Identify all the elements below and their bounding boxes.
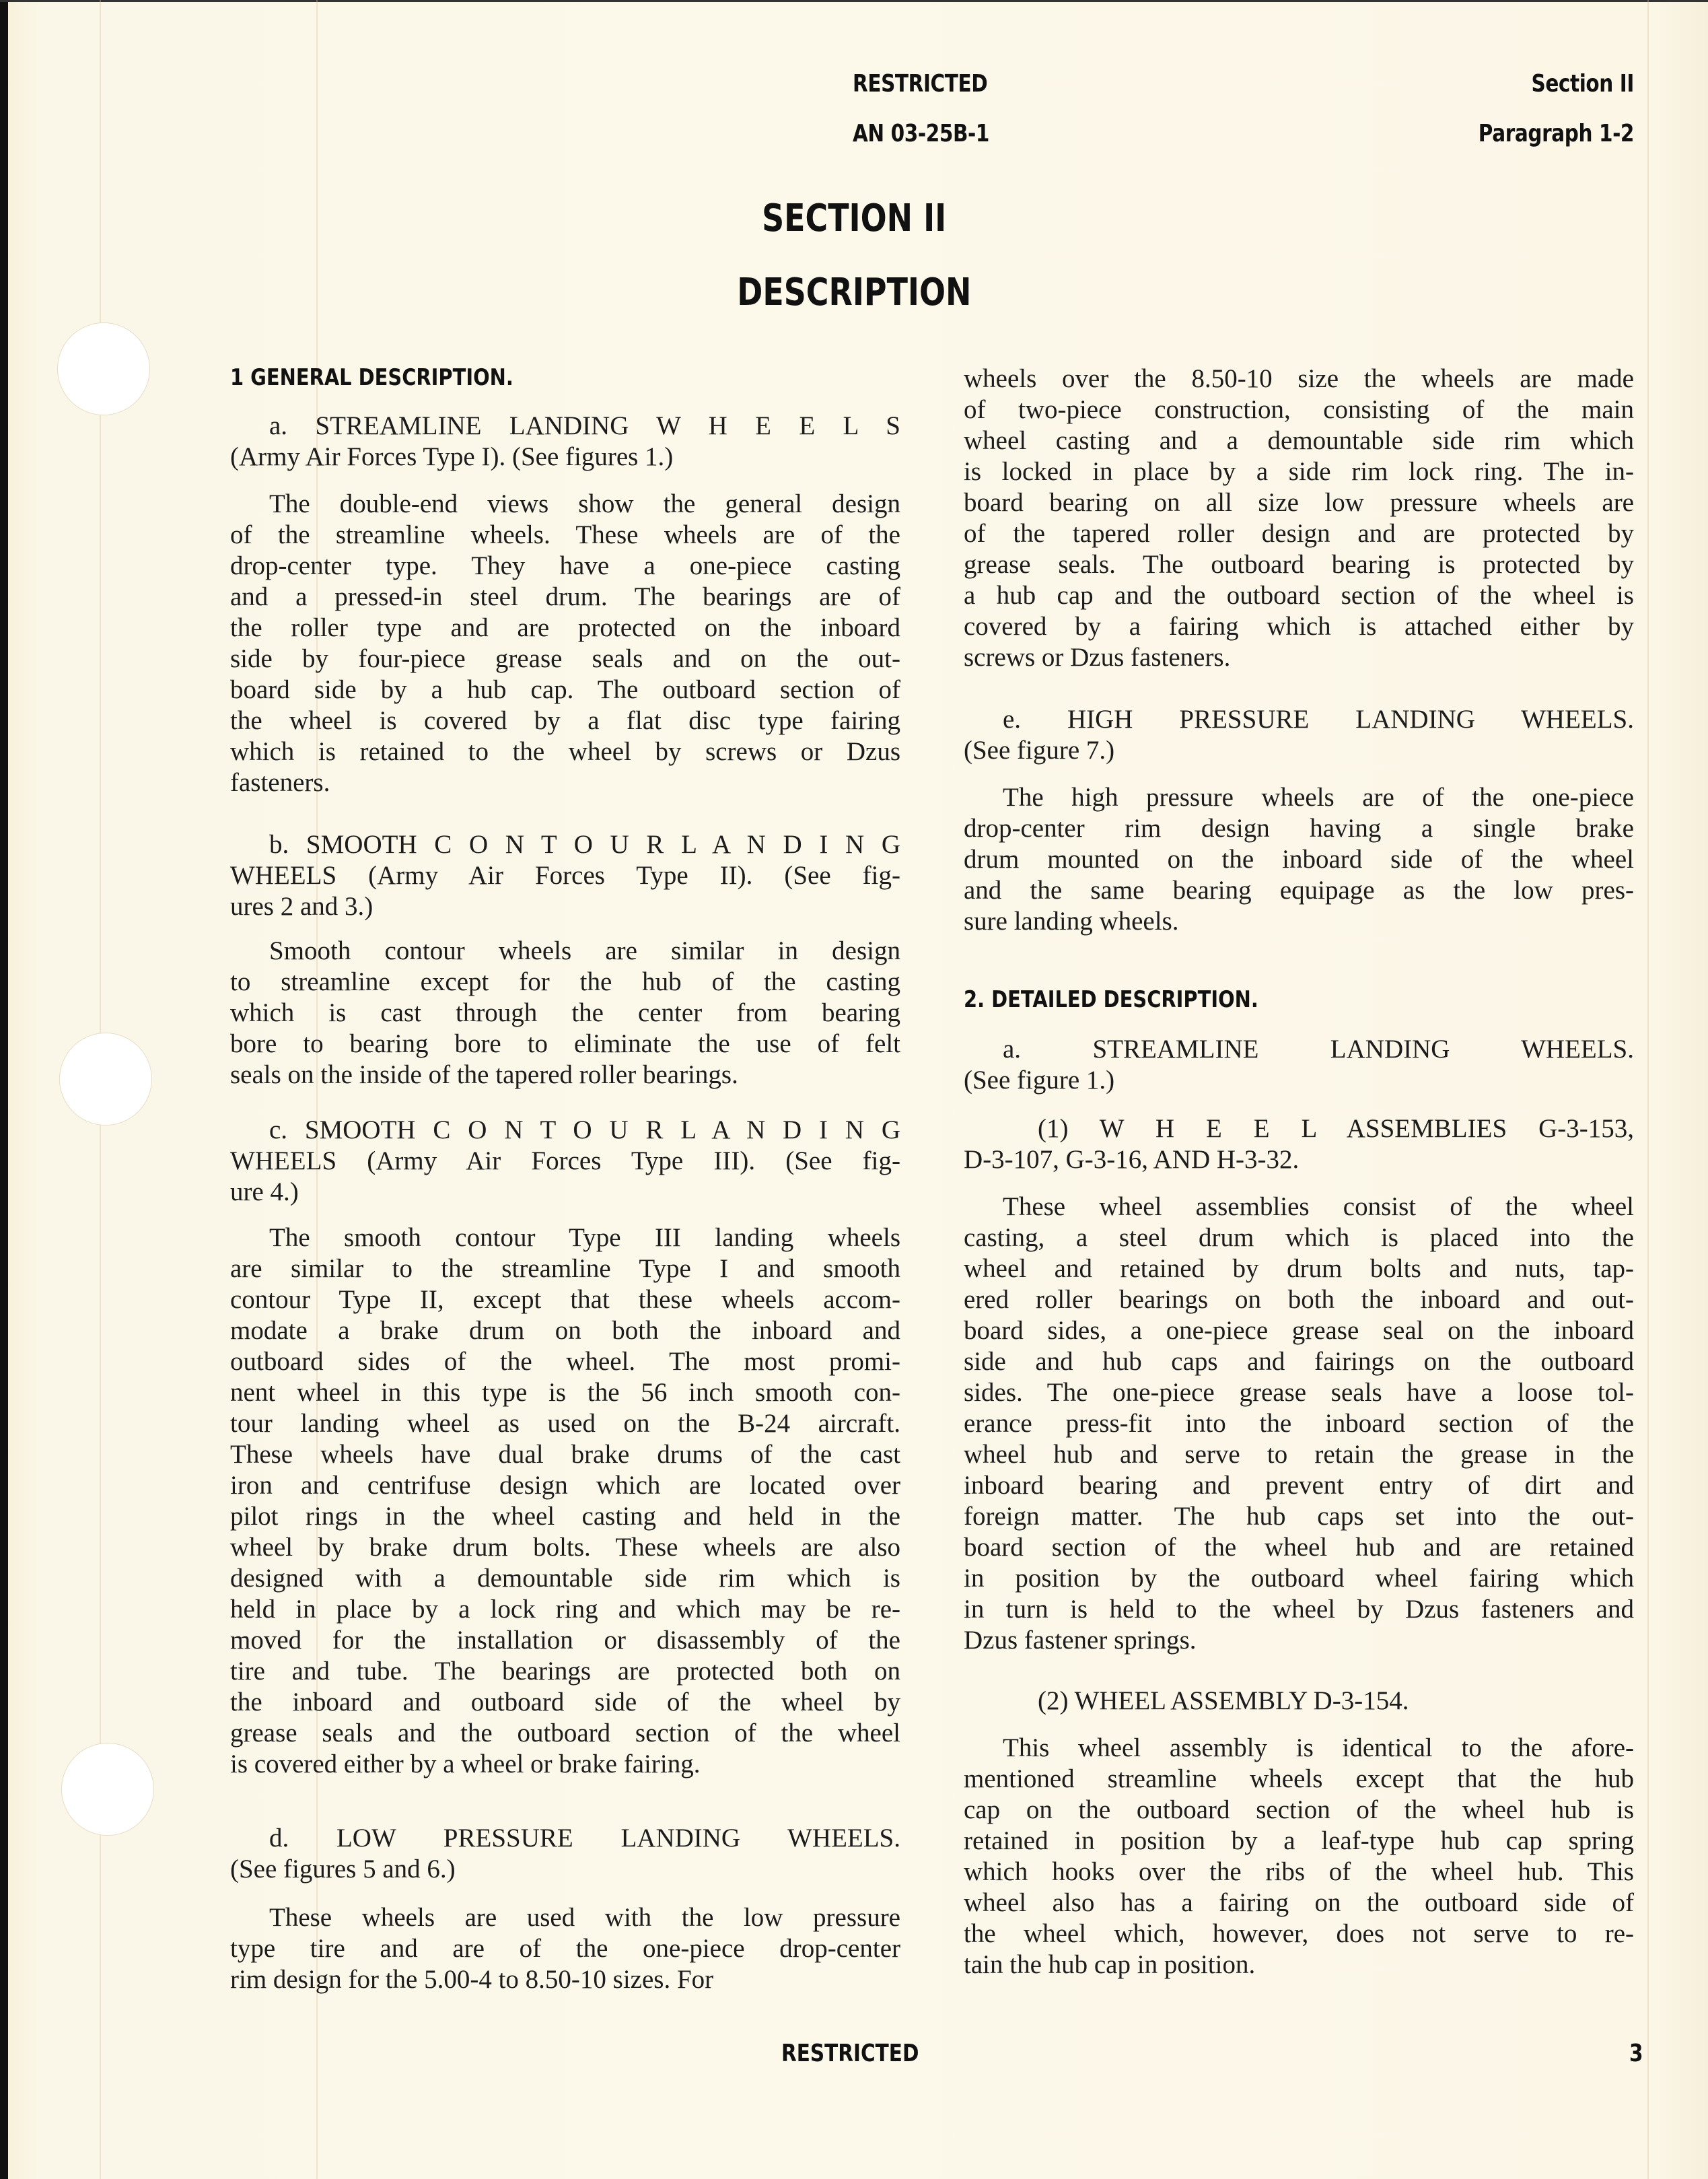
- body-line: The double-end views show the general design: [269, 489, 900, 518]
- body-line: rim design for the 5.00-4 to 8.50-10 sizes. For: [230, 1965, 714, 1994]
- heading-line: WHEELS (Army Air Forces Type II). (See fig-: [230, 861, 900, 890]
- body-line: seals on the inside of the tapered roller bearings.: [230, 1060, 738, 1089]
- heading-line: a. STREAMLINE LANDING WHEELS.: [1003, 1035, 1634, 1064]
- subheading-wheel-assembly-2: (2) WHEEL ASSEMBLY D-3-154.: [1038, 1686, 1409, 1715]
- body-line: inboard bearing and prevent entry of dirt and: [964, 1471, 1634, 1500]
- section-heading-text: DESCRIPTION: [736, 271, 972, 314]
- body-line: cap on the outboard section of the wheel hub is: [964, 1795, 1634, 1824]
- body-line: drum mounted on the inboard side of the wheel: [964, 845, 1634, 874]
- body-line: the wheel is covered by a flat disc type fairing: [230, 706, 900, 735]
- paper-fold-line: [1647, 0, 1649, 2179]
- body-line: tour landing wheel as used on the B-24 aircraft.: [230, 1409, 900, 1438]
- subheading-a: a. STREAMLINE LANDING W H E E L S: [269, 411, 900, 440]
- body-line: which is cast through the center from bearing: [230, 998, 900, 1027]
- header-paragraph-ref: Paragraph 1-2: [1478, 120, 1634, 147]
- body-line: Smooth contour wheels are similar in design: [269, 936, 900, 965]
- detailed-description-heading: 2. DETAILED DESCRIPTION.: [964, 986, 1258, 1013]
- heading-line: WHEELS (Army Air Forces Type III). (See fig-: [230, 1146, 900, 1175]
- body-line: tain the hub cap in position.: [964, 1950, 1256, 1979]
- body-line: wheel hub and serve to retain the grease in the: [964, 1440, 1634, 1469]
- body-line: the roller type and are protected on the inboard: [230, 613, 900, 642]
- heading-line: D-3-107, G-3-16, AND H-3-32.: [964, 1145, 1300, 1174]
- body-line: foreign matter. The hub caps set into the out-: [964, 1502, 1634, 1531]
- body-line: moved for the installation or disassembly of the: [230, 1626, 900, 1655]
- body-line: of two-piece construction, consisting of the main: [964, 395, 1634, 424]
- scan-edge-left: [0, 0, 8, 2179]
- body-line: pilot rings in the wheel casting and held in the: [230, 1502, 900, 1531]
- body-line: drop-center rim design having a single brake: [964, 814, 1634, 843]
- body-line: in turn is held to the wheel by Dzus fasteners and: [964, 1595, 1634, 1624]
- body-line: held in place by a lock ring and which may be re-: [230, 1595, 900, 1624]
- body-line: erance press-fit into the inboard section of the: [964, 1409, 1634, 1438]
- body-line: is covered either by a wheel or brake fairing.: [230, 1750, 701, 1778]
- subheading-a: (Army Air Forces Type I). (See figures 1.): [230, 442, 674, 471]
- heading-line: ures 2 and 3.): [230, 892, 373, 921]
- body-line: wheel also has a fairing on the outboard side of: [964, 1888, 1634, 1917]
- header-classification: RESTRICTED: [853, 70, 988, 98]
- punch-hole-middle: [59, 1033, 152, 1126]
- punch-hole-bottom: [61, 1743, 154, 1836]
- heading-line: (See figures 5 and 6.): [230, 1855, 456, 1883]
- body-line: bore to bearing bore to eliminate the use of felt: [230, 1029, 900, 1058]
- footer-classification: RESTRICTED: [781, 2040, 919, 2067]
- heading-line: d. LOW PRESSURE LANDING WHEELS.: [269, 1824, 900, 1853]
- body-line: drop-center type. They have a one-piece casting: [230, 551, 900, 580]
- heading-line: c. SMOOTH C O N T O U R L A N D I N G: [269, 1115, 900, 1144]
- header-document-number: AN 03-25B-1: [853, 120, 990, 147]
- body-line: grease seals. The outboard bearing is protected by: [964, 550, 1634, 579]
- body-line: fasteners.: [230, 768, 330, 797]
- body-line: of the streamline wheels. These wheels are of the: [230, 520, 900, 549]
- body-line: designed with a demountable side rim which is: [230, 1564, 900, 1593]
- body-line: and a pressed-in steel drum. The bearings are of: [230, 582, 900, 611]
- section-title: [0, 197, 1708, 240]
- body-line: casting, a steel drum which is placed into the: [964, 1223, 1634, 1252]
- page-number: 3: [1629, 2040, 1643, 2067]
- body-line: side and hub caps and fairings on the outboard: [964, 1347, 1634, 1376]
- body-line: This wheel assembly is identical to the afore-: [1003, 1733, 1634, 1762]
- body-line: These wheel assemblies consist of the wheel: [1003, 1192, 1634, 1221]
- body-line: These wheels have dual brake drums of the cast: [230, 1440, 900, 1469]
- body-line: The smooth contour Type III landing wheels: [269, 1223, 900, 1252]
- body-line: retained in position by a leaf-type hub cap spring: [964, 1826, 1634, 1855]
- body-line: board side by a hub cap. The outboard section of: [230, 675, 900, 704]
- body-line: side by four-piece grease seals and on the out-: [230, 644, 900, 673]
- punch-hole-top: [57, 322, 150, 415]
- body-line: iron and centrifuse design which are located over: [230, 1471, 900, 1500]
- body-line: type tire and are of the one-piece drop-center: [230, 1934, 900, 1963]
- body-line: is locked in place by a side rim lock ring. The in-: [964, 457, 1634, 486]
- body-line: outboard sides of the wheel. The most promi-: [230, 1347, 900, 1376]
- body-line: the wheel which, however, does not serve to re-: [964, 1919, 1634, 1948]
- heading-line: (1) W H E E L ASSEMBLIES G-3-153,: [1038, 1114, 1634, 1143]
- body-line: tire and tube. The bearings are protected both on: [230, 1657, 900, 1686]
- heading-line: b. SMOOTH C O N T O U R L A N D I N G: [269, 830, 900, 859]
- heading-line: ure 4.): [230, 1177, 299, 1206]
- body-line: the inboard and outboard side of the wheel by: [230, 1688, 900, 1717]
- body-line: board bearing on all size low pressure wheels are: [964, 488, 1634, 517]
- body-line: of the tapered roller design and are protected by: [964, 519, 1634, 548]
- general-description-heading: 1 GENERAL DESCRIPTION.: [230, 364, 513, 391]
- body-line: board section of the wheel hub and are retained: [964, 1533, 1634, 1562]
- heading-line: e. HIGH PRESSURE LANDING WHEELS.: [1003, 705, 1634, 734]
- heading-line: (See figure 1.): [964, 1066, 1115, 1095]
- body-line: nent wheel in this type is the 56 inch smooth con-: [230, 1378, 900, 1407]
- body-line: wheels over the 8.50-10 size the wheels are made: [964, 364, 1634, 393]
- body-line: The high pressure wheels are of the one-piece: [1003, 783, 1634, 812]
- body-line: contour Type II, except that these wheels accom-: [230, 1285, 900, 1314]
- heading-line: (See figure 7.): [964, 736, 1115, 765]
- body-line: wheel casting and a demountable side rim which: [964, 426, 1634, 455]
- body-line: are similar to the streamline Type I and smooth: [230, 1254, 900, 1283]
- body-line: which is retained to the wheel by screws or Dzus: [230, 737, 900, 766]
- body-line: in position by the outboard wheel fairing which: [964, 1564, 1634, 1593]
- body-line: covered by a fairing which is attached either by: [964, 612, 1634, 641]
- body-line: screws or Dzus fasteners.: [964, 643, 1231, 672]
- body-line: wheel and retained by drum bolts and nuts, tap-: [964, 1254, 1634, 1283]
- header-section-ref: Section II: [1531, 70, 1634, 98]
- body-line: sure landing wheels.: [964, 907, 1179, 936]
- body-line: ered roller bearings on both the inboard and out-: [964, 1285, 1634, 1314]
- body-line: grease seals and the outboard section of the wheel: [230, 1719, 900, 1748]
- body-line: a hub cap and the outboard section of the wheel is: [964, 581, 1634, 610]
- section-heading: [0, 271, 1708, 314]
- body-line: which hooks over the ribs of the wheel hub. This: [964, 1857, 1634, 1886]
- body-line: modate a brake drum on both the inboard and: [230, 1316, 900, 1345]
- body-line: board sides, a one-piece grease seal on the inboard: [964, 1316, 1634, 1345]
- scan-edge-top: [0, 0, 1708, 2]
- body-line: wheel by brake drum bolts. These wheels are also: [230, 1533, 900, 1562]
- body-line: and the same bearing equipage as the low pres-: [964, 876, 1634, 905]
- body-line: mentioned streamline wheels except that the hub: [964, 1764, 1634, 1793]
- body-line: sides. The one-piece grease seals have a loose tol-: [964, 1378, 1634, 1407]
- body-line: Dzus fastener springs.: [964, 1626, 1197, 1655]
- body-line: These wheels are used with the low pressure: [269, 1903, 900, 1932]
- section-number: SECTION II: [761, 197, 947, 240]
- body-line: to streamline except for the hub of the casting: [230, 967, 900, 996]
